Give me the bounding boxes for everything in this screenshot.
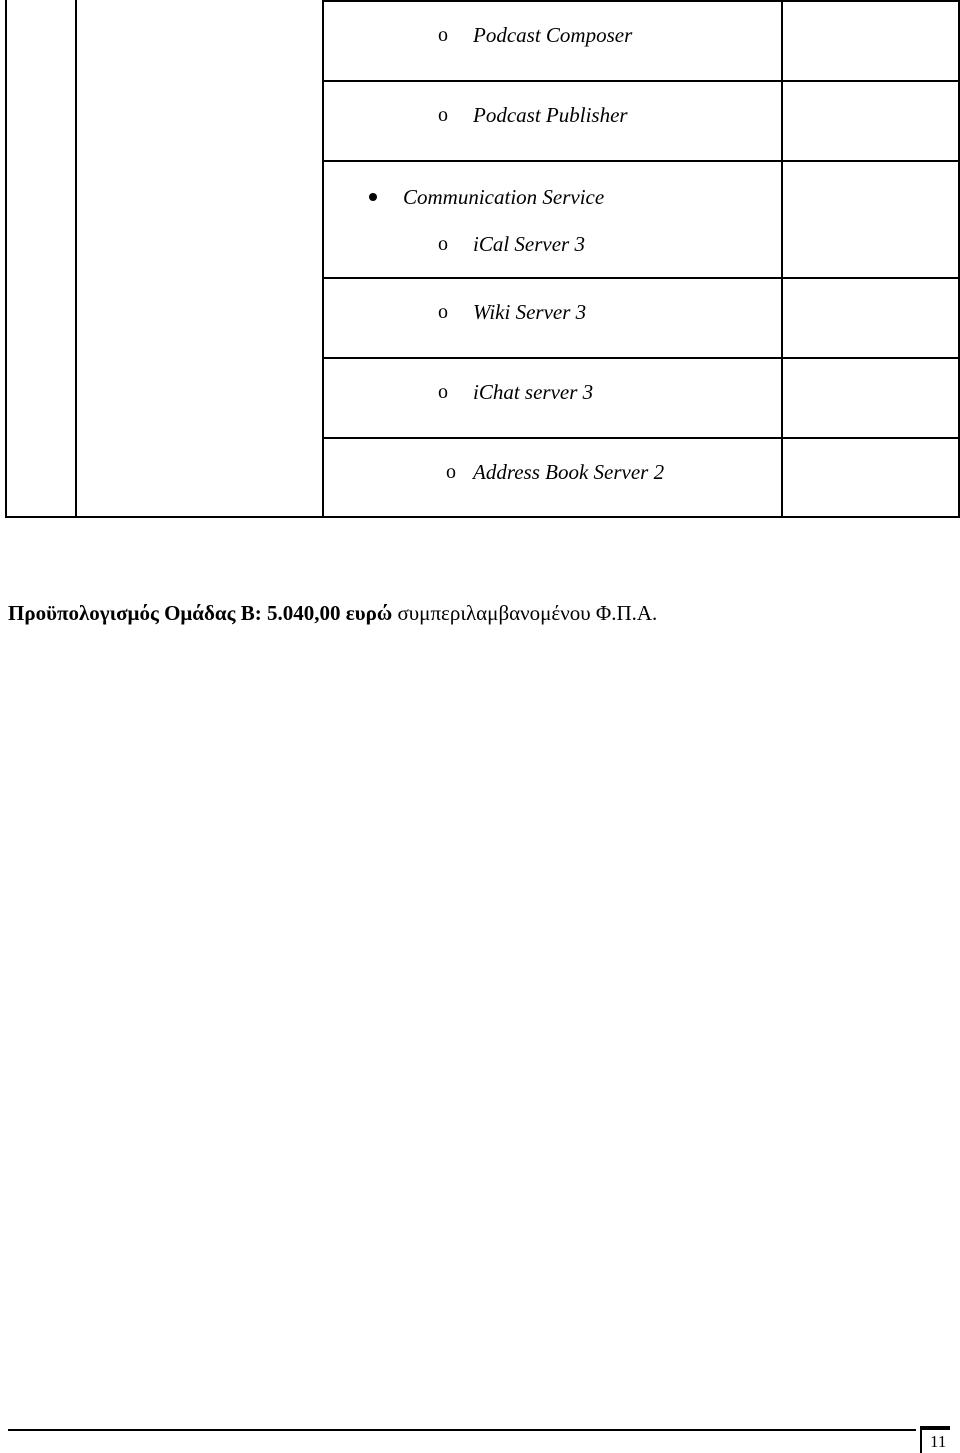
table-column-divider-3 <box>781 0 783 518</box>
table-row-divider <box>322 277 960 279</box>
budget-amount: Προϋπολογισμός Ομάδας Β: 5.040,00 ευρώ <box>8 601 393 625</box>
equipment-table <box>5 0 960 518</box>
sub-bullet-marker: o <box>438 301 448 323</box>
table-column-divider-1 <box>75 0 77 518</box>
list-item: Podcast Publisher <box>473 103 628 127</box>
list-item: Address Book Server 2 <box>473 460 665 484</box>
sub-bullet-marker: o <box>438 233 448 255</box>
list-item: Podcast Composer <box>473 23 633 47</box>
sub-bullet-marker: o <box>438 381 448 403</box>
table-row-divider <box>322 357 960 359</box>
budget-statement <box>8 600 657 626</box>
table-border-bottom <box>5 516 960 518</box>
table-row-divider <box>322 0 960 2</box>
list-item: iCal Server 3 <box>473 232 585 256</box>
table-row-divider <box>322 437 960 439</box>
table-row-divider <box>322 80 960 82</box>
table-border-left <box>5 0 7 518</box>
list-heading: Communication Service <box>403 185 605 209</box>
page-number: 11 <box>930 1432 947 1451</box>
footer-rule <box>8 1429 916 1431</box>
budget-vat-note: συμπεριλαμβανομένου Φ.Π.Α. <box>392 601 658 625</box>
list-item: Wiki Server 3 <box>473 300 587 324</box>
sub-bullet-marker: o <box>438 104 448 126</box>
list-item: iChat server 3 <box>473 380 594 404</box>
sub-bullet-marker: o <box>438 24 448 46</box>
sub-bullet-marker: o <box>446 461 456 483</box>
table-column-divider-2 <box>322 0 324 518</box>
bullet-marker <box>369 193 377 201</box>
table-row-divider <box>322 160 960 162</box>
